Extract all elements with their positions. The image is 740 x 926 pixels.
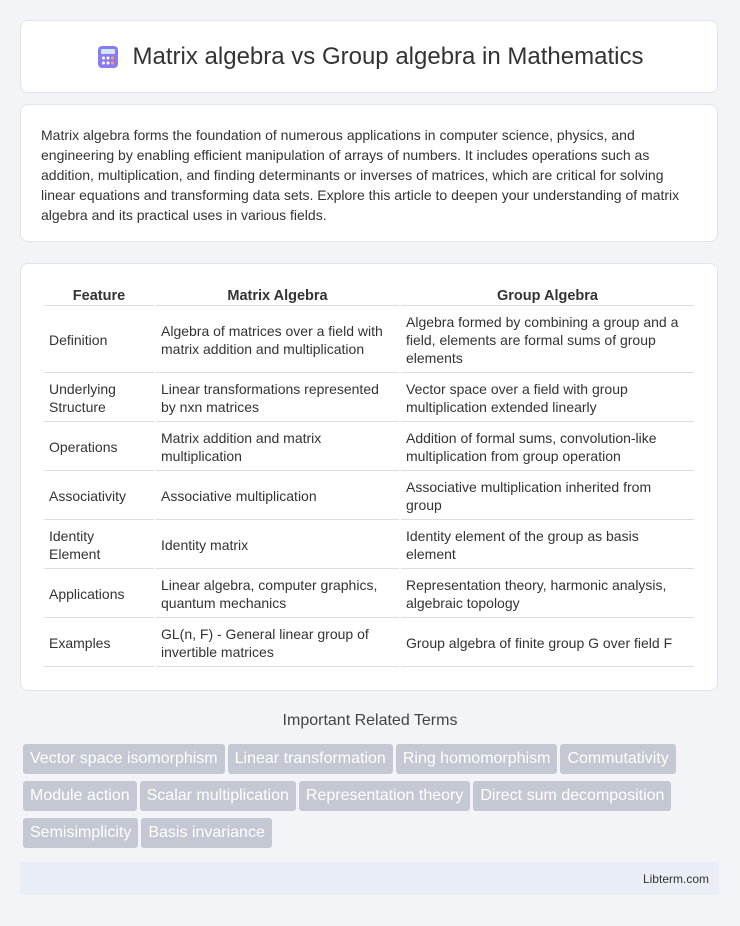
table-row bbox=[44, 620, 694, 667]
table-header-row bbox=[44, 286, 694, 306]
group-cell: Representation theory, harmonic analysis, algebraic topology bbox=[401, 571, 694, 618]
header-matrix-algebra: Matrix Algebra bbox=[156, 286, 399, 306]
related-term-tag[interactable]: Representation theory bbox=[299, 781, 470, 811]
table-row bbox=[44, 522, 694, 569]
table-row bbox=[44, 473, 694, 520]
intro-card bbox=[20, 104, 718, 242]
related-terms-title: Important Related Terms bbox=[282, 712, 458, 729]
calculator-icon bbox=[95, 44, 121, 70]
matrix-cell: Linear transformations represented by nxn matrices bbox=[156, 375, 399, 422]
related-term-tag[interactable]: Vector space isomorphism bbox=[23, 744, 225, 774]
related-term-tag[interactable]: Ring homomorphism bbox=[396, 744, 558, 774]
feature-cell: Operations bbox=[44, 424, 154, 471]
feature-cell: Associativity bbox=[44, 473, 154, 520]
matrix-cell: Matrix addition and matrix multiplication bbox=[156, 424, 399, 471]
related-terms-list bbox=[23, 744, 723, 855]
table-row bbox=[44, 424, 694, 471]
intro-text: Matrix algebra forms the foundation of numerous applications in computer science, physics, and engineering by enabling efficient manipulation of arrays of numbers. It includes operations such as addition, multiplication, and finding determinants or inverses of matrices, which are critical for solving linear equations and transforming data sets. Explore this article to deepen your understanding of matrix algebra and its practical uses in various fields. bbox=[41, 127, 680, 223]
table-row bbox=[44, 375, 694, 422]
group-cell: Vector space over a field with group multiplication extended linearly bbox=[401, 375, 694, 422]
header-group-algebra: Group Algebra bbox=[401, 286, 694, 306]
feature-cell: Underlying Structure bbox=[44, 375, 154, 422]
feature-cell: Definition bbox=[44, 308, 154, 373]
feature-cell: Applications bbox=[44, 571, 154, 618]
group-cell: Group algebra of finite group G over field F bbox=[401, 620, 694, 667]
comparison-card bbox=[20, 263, 718, 691]
table-row bbox=[44, 571, 694, 618]
footer-site-link[interactable]: Libterm.com bbox=[642, 871, 709, 886]
related-term-tag[interactable]: Direct sum decomposition bbox=[473, 781, 671, 811]
related-term-tag[interactable]: Semisimplicity bbox=[23, 818, 138, 848]
related-term-tag[interactable]: Module action bbox=[23, 781, 137, 811]
group-cell: Associative multiplication inherited from group bbox=[401, 473, 694, 520]
related-term-tag[interactable]: Linear transformation bbox=[228, 744, 393, 774]
group-cell: Addition of formal sums, convolution-like multiplication from group operation bbox=[401, 424, 694, 471]
related-term-tag[interactable]: Commutativity bbox=[560, 744, 675, 774]
page-title: Matrix algebra vs Group algebra in Mathematics bbox=[132, 42, 644, 70]
related-term-tag[interactable]: Basis invariance bbox=[141, 818, 272, 848]
footer bbox=[20, 862, 719, 895]
matrix-cell: Linear algebra, computer graphics, quantum mechanics bbox=[156, 571, 399, 618]
matrix-cell: Algebra of matrices over a field with matrix addition and multiplication bbox=[156, 308, 399, 373]
header-card bbox=[20, 20, 718, 93]
group-cell: Algebra formed by combining a group and a field, elements are formal sums of group elements bbox=[401, 308, 694, 373]
table-row bbox=[44, 308, 694, 373]
header-feature: Feature bbox=[44, 286, 154, 306]
comparison-table bbox=[42, 284, 696, 669]
matrix-cell: Identity matrix bbox=[156, 522, 399, 569]
matrix-cell: Associative multiplication bbox=[156, 473, 399, 520]
matrix-cell: GL(n, F) - General linear group of invertible matrices bbox=[156, 620, 399, 667]
group-cell: Identity element of the group as basis element bbox=[401, 522, 694, 569]
feature-cell: Identity Element bbox=[44, 522, 154, 569]
feature-cell: Examples bbox=[44, 620, 154, 667]
related-term-tag[interactable]: Scalar multiplication bbox=[140, 781, 296, 811]
